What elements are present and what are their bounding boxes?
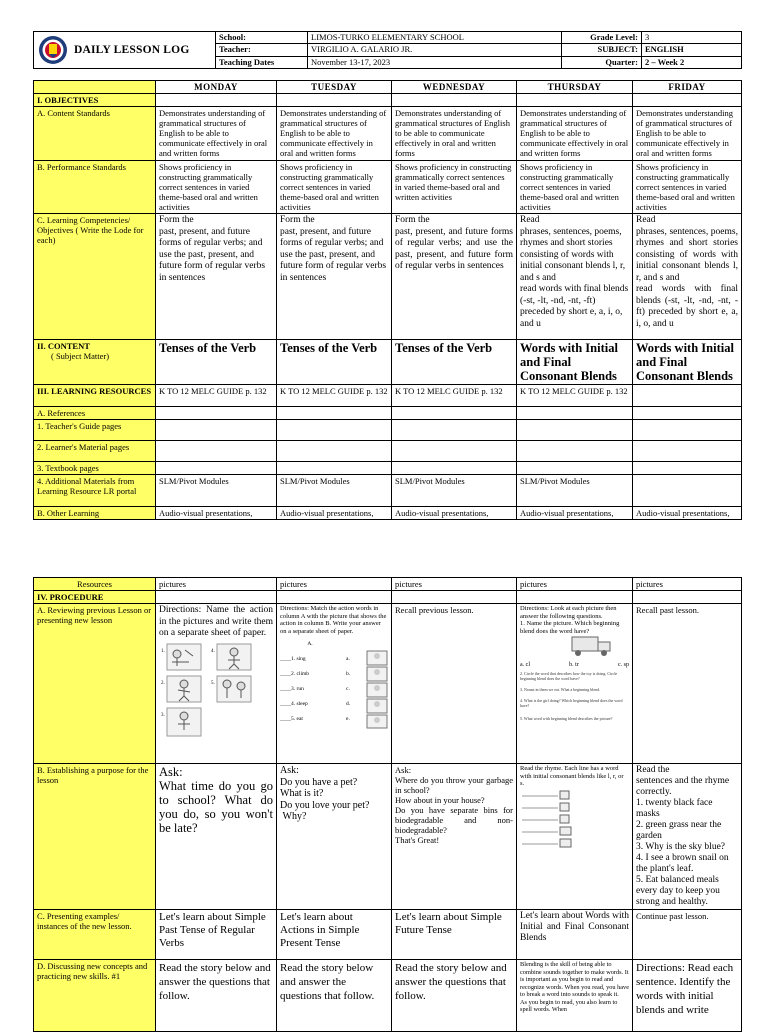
content-label [34,340,156,385]
content-standard-cell: Demonstrates understanding of grammatical structures of English to be able to communicate effectively in oral and written forms [392,107,517,161]
match-item: ____1. sing [280,656,306,662]
purpose-monday-text: What time do you go to school? What do you do, so you won't be late? [159,779,273,835]
content-standard-cell: Demonstrates understanding of grammatical structures of English to be able to communicate effectively in oral and written forms [277,107,392,161]
review-tuesday-cell [277,604,392,764]
svg-text:5.: 5. [211,680,215,686]
grade-value: 3 [642,32,742,44]
competency-cell: Form the past, present, and future forms of regular verbs; and use the past, present, and future form of regular verbs in sentences [159,215,266,283]
content-standard-cell: Demonstrates understanding of grammatical structures of English to be able to communicate effectively in oral and written forms [633,107,742,161]
examples-label: C. Presenting examples/ instances of the new lesson. [34,910,156,960]
choice-a: a. cl [520,662,530,668]
resources-cont-label: Resources [34,578,156,591]
purpose-wednesday-text: Ask: Where do you throw your garbage in school? How about in your house? Do you have separate bins for biodegradable and non-biodegradable? That's Great! [395,765,513,845]
competency-cell: Read phrases, sentences, poems, rhymes and short stories consisting of words with initial consonant blends l, r, and s and read words with final blends (-st, -lt, -nd, -nt, -ft) preceded by short e, a, i, o, and u [636,215,738,329]
review-label: A. Reviewing previous Lesson or presenting new lesson [34,604,156,764]
review-thursday-text: Directions: Look at each picture then answer the following questions. 1. Name the picture. Which beginning blend does the word have? [520,605,620,635]
match-item: ____3. run [280,686,304,692]
competency-cell: Read phrases, sentences, poems, rhymes and short stories consisting of words with initial consonant blends l, r, and s and read words with final blends (-st, -lt, -nd, -nt, -ft) preceded by short e, a, i, o, and u [520,215,629,329]
svg-text:3.: 3. [161,712,165,718]
pictures-cell: pictures [392,578,517,591]
subject-value: ENGLISH [642,44,742,56]
action-pictures-illustration [159,642,271,738]
resource-ref-cell: K TO 12 MELC GUIDE p. 132 [277,385,392,407]
purpose-monday-ask: Ask: [159,765,183,779]
dates-label: Teaching Dates [216,56,308,68]
question-5: 5. What word with beginning blend describes the picture? [520,716,613,721]
quarter-label: Quarter: [562,56,642,68]
match-letter: c. [346,686,350,692]
examples-cell: Let's learn about Actions in Simple Present Tense [277,910,392,960]
school-label: School: [216,32,308,44]
content-heading: II. CONTENT [37,341,90,351]
teachers-guide-label: 1. Teacher's Guide pages [34,420,156,441]
pictures-cell: pictures [517,578,633,591]
other-cell: Audio-visual presentations, [156,507,277,520]
school-value: LIMOS-TURKO ELEMENTARY SCHOOL [308,32,562,44]
other-cell: Audio-visual presentations, [517,507,633,520]
discussing-cell: Read the story below and answer the questions that follow. [156,960,277,1032]
choice-c: c. sp [617,662,629,668]
competency-cell: Form the past, present, and future forms of regular verbs; and use the past, present, and future form of regular verbs in sentences [395,215,513,271]
day-header: TUESDAY [277,81,392,94]
content-cell: Words with Initial and Final Consonant Blends [633,340,742,385]
quarter-value: 2 – Week 2 [642,56,742,68]
content-standards-label: A. Content Standards [34,107,156,161]
match-letter: a. [346,656,350,662]
review-monday-cell [156,604,277,764]
review-wednesday-cell: Recall previous lesson. [392,604,517,764]
purpose-thursday-cell [517,764,633,910]
purpose-wednesday-cell [392,764,517,910]
choice-b: b. tr [569,662,579,668]
purpose-tuesday-cell [277,764,392,910]
performance-standard-cell: Shows proficiency in constructing grammatically correct sentences in varied theme-based oral and written activities [517,161,633,214]
performance-standard-cell: Shows proficiency in constructing grammatically correct sentences in varied theme-based oral and written activities [392,161,517,214]
competency-cell: Form the past, present, and future forms of regular verbs; and use the past, present, and future form of regular verbs in sentences [280,215,387,283]
lesson-table-page-1 [33,80,742,520]
content-cell: Words with Initial and Final Consonant Blends [517,340,633,385]
additional-cell: SLM/Pivot Modules [277,475,392,507]
svg-text:4.: 4. [211,648,215,654]
teacher-value: VIRGILIO A. GALARIO JR. [308,44,562,56]
pictures-cell: pictures [633,578,742,591]
grade-label: Grade Level: [562,32,642,44]
match-item: ____5. eat [280,716,303,722]
discussing-thursday-text: Blending is the skill of being able to combine sounds together to make words. It is important as you begin to read and recognize words. When you read, you have to break a word into sounds to speak it. As you begin to read, you also learn to spell words. When [520,961,629,1013]
match-item: ____2. climb [280,671,310,677]
additional-cell [633,475,742,507]
resources-label: III. LEARNING RESOURCES [34,385,156,407]
additional-cell: SLM/Pivot Modules [156,475,277,507]
performance-standard-cell: Shows proficiency in constructing grammatically correct sentences in varied theme-based oral and written activities [277,161,392,214]
match-item: ____4. sleep [280,701,308,707]
question-3: 3. Nouns in them we eat. What a beginning blend. [520,687,601,692]
examples-cell: Let's learn about Words with Initial and Final Consonant Blends [517,910,633,960]
other-resources-label: B. Other Learning [34,507,156,520]
learners-material-label: 2. Learner's Material pages [34,441,156,462]
resource-ref-cell: K TO 12 MELC GUIDE p. 132 [156,385,277,407]
match-letter: e. [346,716,350,722]
other-cell: Audio-visual presentations, [392,507,517,520]
performance-standard-cell: Shows proficiency in constructing grammatically correct sentences in varied theme-based oral and written activities [633,161,742,214]
examples-cell: Continue past lesson. [633,910,742,960]
discussing-cell: Read the story below and answer the questions that follow. [392,960,517,1032]
rhyme-pictures-illustration [520,788,580,850]
examples-cell: Let's learn about Simple Future Tense [392,910,517,960]
lesson-table-page-2 [33,577,742,1032]
other-cell: Audio-visual presentations, [633,507,742,520]
corner-cell [34,81,156,94]
additional-cell: SLM/Pivot Modules [517,475,633,507]
purpose-label: B. Establishing a purpose for the lesson [34,764,156,910]
teacher-label: Teacher: [216,44,308,56]
resource-ref-cell [633,385,742,407]
day-header: FRIDAY [633,81,742,94]
purpose-tuesday-text: Do you have a pet? What is it? Do you love your pet? Why? [280,776,370,822]
content-subheading: ( Subject Matter) [51,351,110,361]
svg-text:2.: 2. [161,680,165,686]
review-tuesday-text: Directions: Match the action words in column A with the picture that shows the action in column B. Write your answer on a separate sheet of paper. [280,605,387,635]
subject-label: SUBJECT: [562,44,642,56]
purpose-friday-text: Read the sentences and the rhyme correctly. 1. twenty black face masks 2. green grass near the garden 3. Why is the sky blue? 4. I see a brown snail on the plant's leaf. 5. Eat balanced meals every day to keep you strong and healthy. [636,765,730,907]
examples-cell: Let's learn about Simple Past Tense of Regular Verbs [156,910,277,960]
review-thursday-cell [517,604,633,764]
question-4: 4. What is the girl doing? Which beginning blend does the word have? [520,698,623,708]
match-letter: b. [346,671,351,677]
logo-title-cell [34,32,216,69]
objectives-label: I. OBJECTIVES [34,94,156,107]
header-table [33,31,742,69]
resource-ref-cell: K TO 12 MELC GUIDE p. 132 [392,385,517,407]
content-standard-cell: Demonstrates understanding of grammatical structures of English to be able to communicate effectively in oral and written forms [156,107,277,161]
references-label: A. References [34,407,156,420]
purpose-thursday-text: Read the rhyme. Each line has a word with initial consonant blends like l, r, or s. [520,765,624,787]
day-header: WEDNESDAY [392,81,517,94]
purpose-tuesday-ask: Ask: [280,765,299,776]
question-2: 2. Circle the word that describes how the toy is doing. Circle beginning blend does the word have? [520,671,618,681]
competencies-label: C. Learning Competencies/ Objectives ( Write the Lode for each) [34,214,156,340]
pictures-cell: pictures [156,578,277,591]
review-monday-text: Directions: Name the action in the pictures and write them on a separate sheet of paper. [159,605,273,638]
discussing-cell: Directions: Read each sentence. Identify the words with initial blends and write [633,960,742,1032]
procedure-label: IV. PROCEDURE [34,591,156,604]
additional-cell: SLM/Pivot Modules [392,475,517,507]
review-friday-cell: Recall past lesson. [633,604,742,764]
day-header: THURSDAY [517,81,633,94]
textbook-label: 3. Textbook pages [34,462,156,475]
discussing-cell: Read the story below and answer the questions that follow. [277,960,392,1032]
content-cell: Tenses of the Verb [277,340,392,385]
matching-pictures-illustration [366,637,388,729]
performance-standards-label: B. Performance Standards [34,161,156,214]
column-a-label: A. [307,641,313,647]
pictures-cell: pictures [277,578,392,591]
additional-materials-label: 4. Additional Materials from Learning Resource LR portal [34,475,156,507]
match-letter: d. [346,701,351,707]
other-cell: Audio-visual presentations, [277,507,392,520]
discussing-cell [517,960,633,1032]
purpose-monday-cell [156,764,277,910]
truck-picture-illustration [520,635,620,659]
content-cell: Tenses of the Verb [392,340,517,385]
dates-value: November 13-17, 2023 [308,56,562,68]
purpose-friday-cell [633,764,742,910]
svg-text:1.: 1. [161,648,165,654]
discussing-label: D. Discussing new concepts and practicing new skills. #1 [34,960,156,1032]
content-cell: Tenses of the Verb [156,340,277,385]
content-standard-cell: Demonstrates understanding of grammatical structures of English to be able to communicate effectively in oral and written forms [517,107,633,161]
day-header: MONDAY [156,81,277,94]
deped-seal-icon [38,35,68,65]
log-title: DAILY LESSON LOG [74,43,190,56]
resource-ref-cell: K TO 12 MELC GUIDE p. 132 [517,385,633,407]
performance-standard-cell: Shows proficiency in constructing grammatically correct sentences in varied theme-based oral and written activities [156,161,277,214]
